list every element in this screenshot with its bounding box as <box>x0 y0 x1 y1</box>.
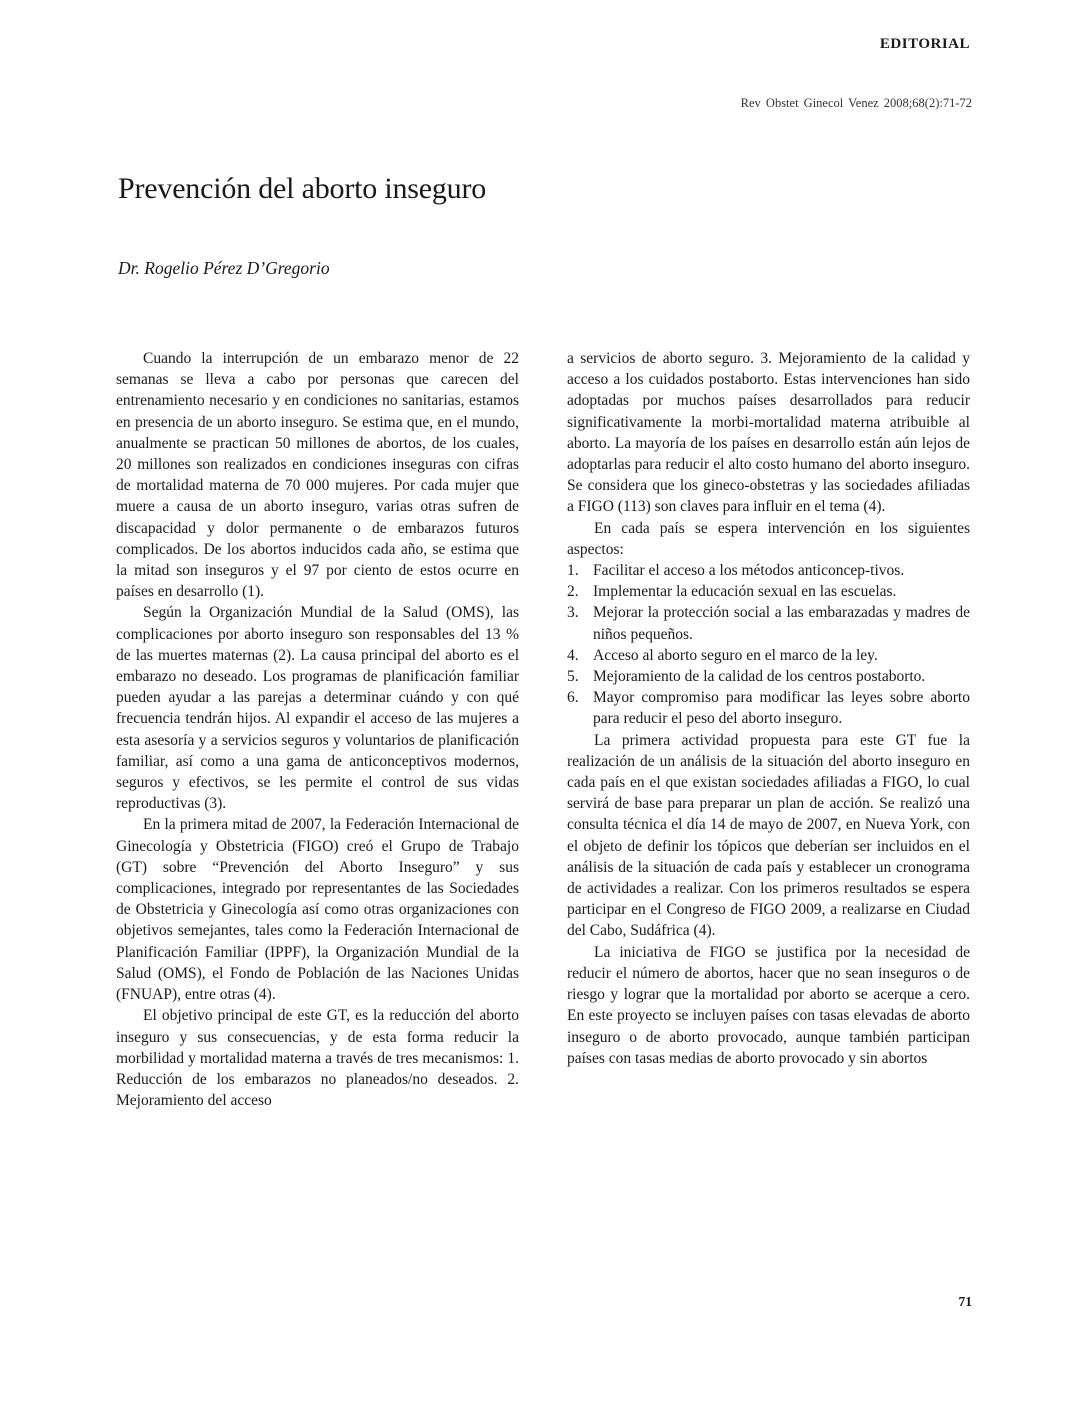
list-item <box>567 560 970 581</box>
list-item <box>567 581 970 602</box>
list-text: Implementar la educación sexual en las escuelas. <box>593 583 897 601</box>
page-number: 71 <box>958 1294 972 1309</box>
article-title: Prevención del aborto inseguro <box>118 172 487 205</box>
left-column <box>116 348 519 1111</box>
paragraph: Cuando la interrupción de un embarazo menor de 22 semanas se lleva a cabo por personas que carecen del entrenamiento necesario y en condiciones no sanitarias, estamos en presencia de un aborto inseguro. Se estima que, en el mundo, anualmente se practican 50 millones de abortos, de los cuales, 20 millones son realizados en condiciones inseguras con cifras de mortalidad materna de 70 000 mujeres. Por cada mujer que muere a causa de un aborto inseguro, varias otras sufren de discapacidad y dolor permanente o de embarazos futuros complicados. De los abortos inducidos cada año, se estima que la mitad son inseguros y el 97 por ciento de estos ocurre en países en desarrollo (1). <box>116 350 519 601</box>
list-number: 2. <box>567 583 579 601</box>
section-label: EDITORIAL <box>879 36 970 52</box>
list-text: Mejorar la protección social a las embarazadas y madres de niños pequeños. <box>593 604 970 643</box>
list-number: 4. <box>567 646 579 664</box>
paragraph: Según la Organización Mundial de la Salud (OMS), las complicaciones por aborto inseguro son responsables del 13 % de las muertes maternas (2). La causa principal del aborto es el embarazo no deseado. Los programas de planificación familiar pueden ayudar a las parejas a determinar cuándo y con qué frecuencia tendrán hijos. Al expandir el acceso de las mujeres a esta asesoría y a servicios seguros y voluntarios de planificación familiar, así como a una gama de anticonceptivos modernos, seguros y efectivos, se les permite el control de sus vidas reproductivas (3). <box>116 604 519 813</box>
article-author: Dr. Rogelio Pérez D’Gregorio <box>118 258 330 278</box>
list-text: Acceso al aborto seguro en el marco de la ley. <box>593 646 878 664</box>
right-column <box>567 348 970 1069</box>
journal-citation: Rev Obstet Ginecol Venez 2008;68(2):71-72 <box>740 96 972 110</box>
list-text: Mejoramiento de la calidad de los centros postaborto. <box>593 668 926 686</box>
list-number: 5. <box>567 668 579 686</box>
paragraph: En cada país se espera intervención en los siguientes aspectos: <box>567 519 970 558</box>
paragraph: El objetivo principal de este GT, es la reducción del aborto inseguro y sus consecuencias, y de esta forma reducir la morbilidad y mortalidad materna a través de tres mecanismos: 1. Reducción de los embarazos no planeados/no deseados. 2. Mejoramiento del acceso <box>116 1007 519 1110</box>
list-number: 1. <box>567 562 579 580</box>
list-item <box>567 645 970 666</box>
paragraph: a servicios de aborto seguro. 3. Mejoramiento de la calidad y acceso a los cuidados postaborto. Estas intervenciones han sido adoptadas por muchos países desarrollados para reducir significativamente la morbi-mortalidad materna atribuible al aborto. La mayoría de los países en desarrollo están aún lejos de adoptarlas para reducir el alto costo humano del aborto inseguro. Se considera que los gineco-obstetras y las sociedades afiliadas a FIGO (113) son claves para influir en el tema (4). <box>567 350 970 516</box>
paragraph: En la primera mitad de 2007, la Federación Internacional de Ginecología y Obstetricia (FIGO) creó el Grupo de Trabajo (GT) sobre “Prevención del Aborto Inseguro” y sus complicaciones, integrado por representantes de las Sociedades de Obstetricia y Ginecología así como otras organizaciones con objetivos semejantes, tales como la Federación Internacional de Planificación Familiar (IPPF), la Organización Mundial de la Salud (OMS), el Fondo de Población de las Naciones Unidas (FNUAP), entre otras (4). <box>116 816 519 1004</box>
list-number: 6. <box>567 689 579 707</box>
list-text: Mayor compromiso para modificar las leyes sobre aborto para reducir el peso del aborto inseguro. <box>593 689 970 728</box>
list-text: Facilitar el acceso a los métodos anticoncep-tivos. <box>593 562 905 580</box>
list-number: 3. <box>567 604 579 622</box>
paragraph: La iniciativa de FIGO se justifica por la necesidad de reducir el número de abortos, hacer que no sean inseguros o de riesgo y lograr que la mortalidad por aborto se acerque a cero. En este proyecto se incluyen países con tasas elevadas de aborto inseguro o de aborto provocado, aunque también participan países con tasas medias de aborto provocado y sin abortos <box>567 943 970 1067</box>
aspects-list <box>567 560 970 730</box>
list-item <box>567 687 970 729</box>
paragraph: La primera actividad propuesta para este GT fue la realización de un análisis de la situación del aborto inseguro en cada país en el que existan sociedades afiliadas a FIGO, lo cual servirá de base para preparar un plan de acción. Se realizó una consulta técnica el día 14 de mayo de 2007, en Nueva York, con el objeto de definir los tópicos que deberían ser incluidos en el análisis de la situación de cada país y establecer un cronograma de actividades a realizar. Con los primeros resultados se espera participar en el Congreso de FIGO 2009, a realizarse en Ciudad del Cabo, Sudáfrica (4). <box>567 731 970 940</box>
list-item <box>567 602 970 644</box>
list-item <box>567 666 970 687</box>
